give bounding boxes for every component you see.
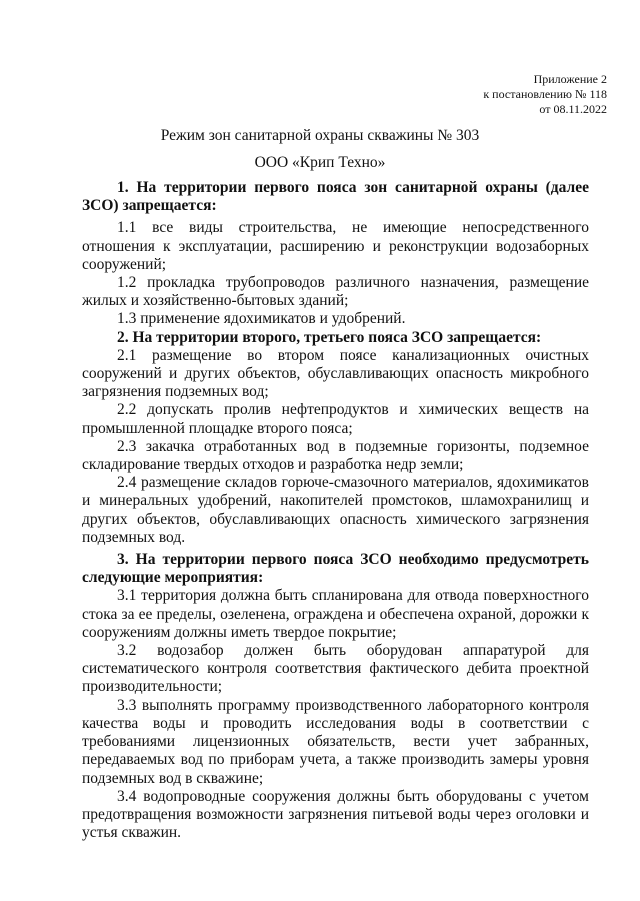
item-1-2: 1.2 прокладка трубопроводов различного назначения, размещение жилых и хозяйственно-бытовых зданий; — [82, 274, 589, 310]
document-title: Режим зон санитарной охраны скважины № 303 — [160, 127, 480, 144]
appendix-header — [483, 72, 607, 117]
document-body — [82, 179, 589, 842]
resolution-reference: к постановлению № 118 — [483, 87, 607, 101]
item-2-2: 2.2 допускать пролив нефтепродуктов и химических веществ на промышленной площадке второго пояса; — [82, 401, 589, 437]
item-1-3: 1.3 применение ядохимикатов и удобрений. — [117, 310, 406, 328]
item-2-3: 2.3 закачка отработанных вод в подземные горизонты, подземное складирование твердых отходов и разработка недр земли; — [82, 437, 589, 474]
resolution-date: от 08.11.2022 — [539, 102, 607, 116]
item-3-3: 3.3 выполнять программу производственного лабораторного контроля качества воды и проводить исследования воды в соответствии с требованиями лицензионных обязательств, вести учет забранных, передаваемых вод по приборам учета, а также производить замеры уровня подземных вод в скважине; — [82, 696, 589, 787]
appendix-number: Приложение 2 — [533, 72, 607, 86]
section-2-heading: 2. На территории второго, третьего пояса ЗСО запрещается: — [117, 328, 542, 346]
item-3-2: 3.2 водозабор должен быть оборудован аппаратурой для систематического контроля соответствия фактического дебита проектной производительности; — [82, 642, 589, 696]
organization-name: ООО «Крип Техно» — [254, 154, 386, 171]
item-2-1: 2.1 размещение во втором поясе канализационных очистных сооружений и других объектов, обуславливающих опасность микробного загрязнения подземных вод; — [82, 346, 589, 401]
section-1-heading: 1. На территории первого пояса зон санитарной охраны (далее ЗСО) запрещается: — [82, 179, 589, 215]
item-3-4: 3.4 водопроводные сооружения должны быть оборудованы с учетом предотвращения возможности загрязнения питьевой воды через оголовки и устья скважин. — [82, 787, 589, 842]
item-3-1: 3.1 территория должна быть спланирована для отвода поверхностного стока за ее пределы, озеленена, ограждена и обеспечена охраной, дорожки к сооружениям должны иметь твердое покрытие; — [82, 587, 589, 641]
section-3-heading: 3. На территории первого пояса ЗСО необходимо предусмотреть следующие мероприятия: — [82, 551, 589, 587]
item-2-4: 2.4 размещение складов горюче-смазочного материалов, ядохимикатов и минеральных удобрений, накопителей промстоков, шламохранилищ и других объектов, обуславливающих опасность химического загрязнения подземных вод. — [82, 474, 589, 546]
item-1-1: 1.1 все виды строительства, не имеющие непосредственного отношения к эксплуатации, расширению и реконструкции водозаборных сооружений; — [82, 219, 589, 273]
